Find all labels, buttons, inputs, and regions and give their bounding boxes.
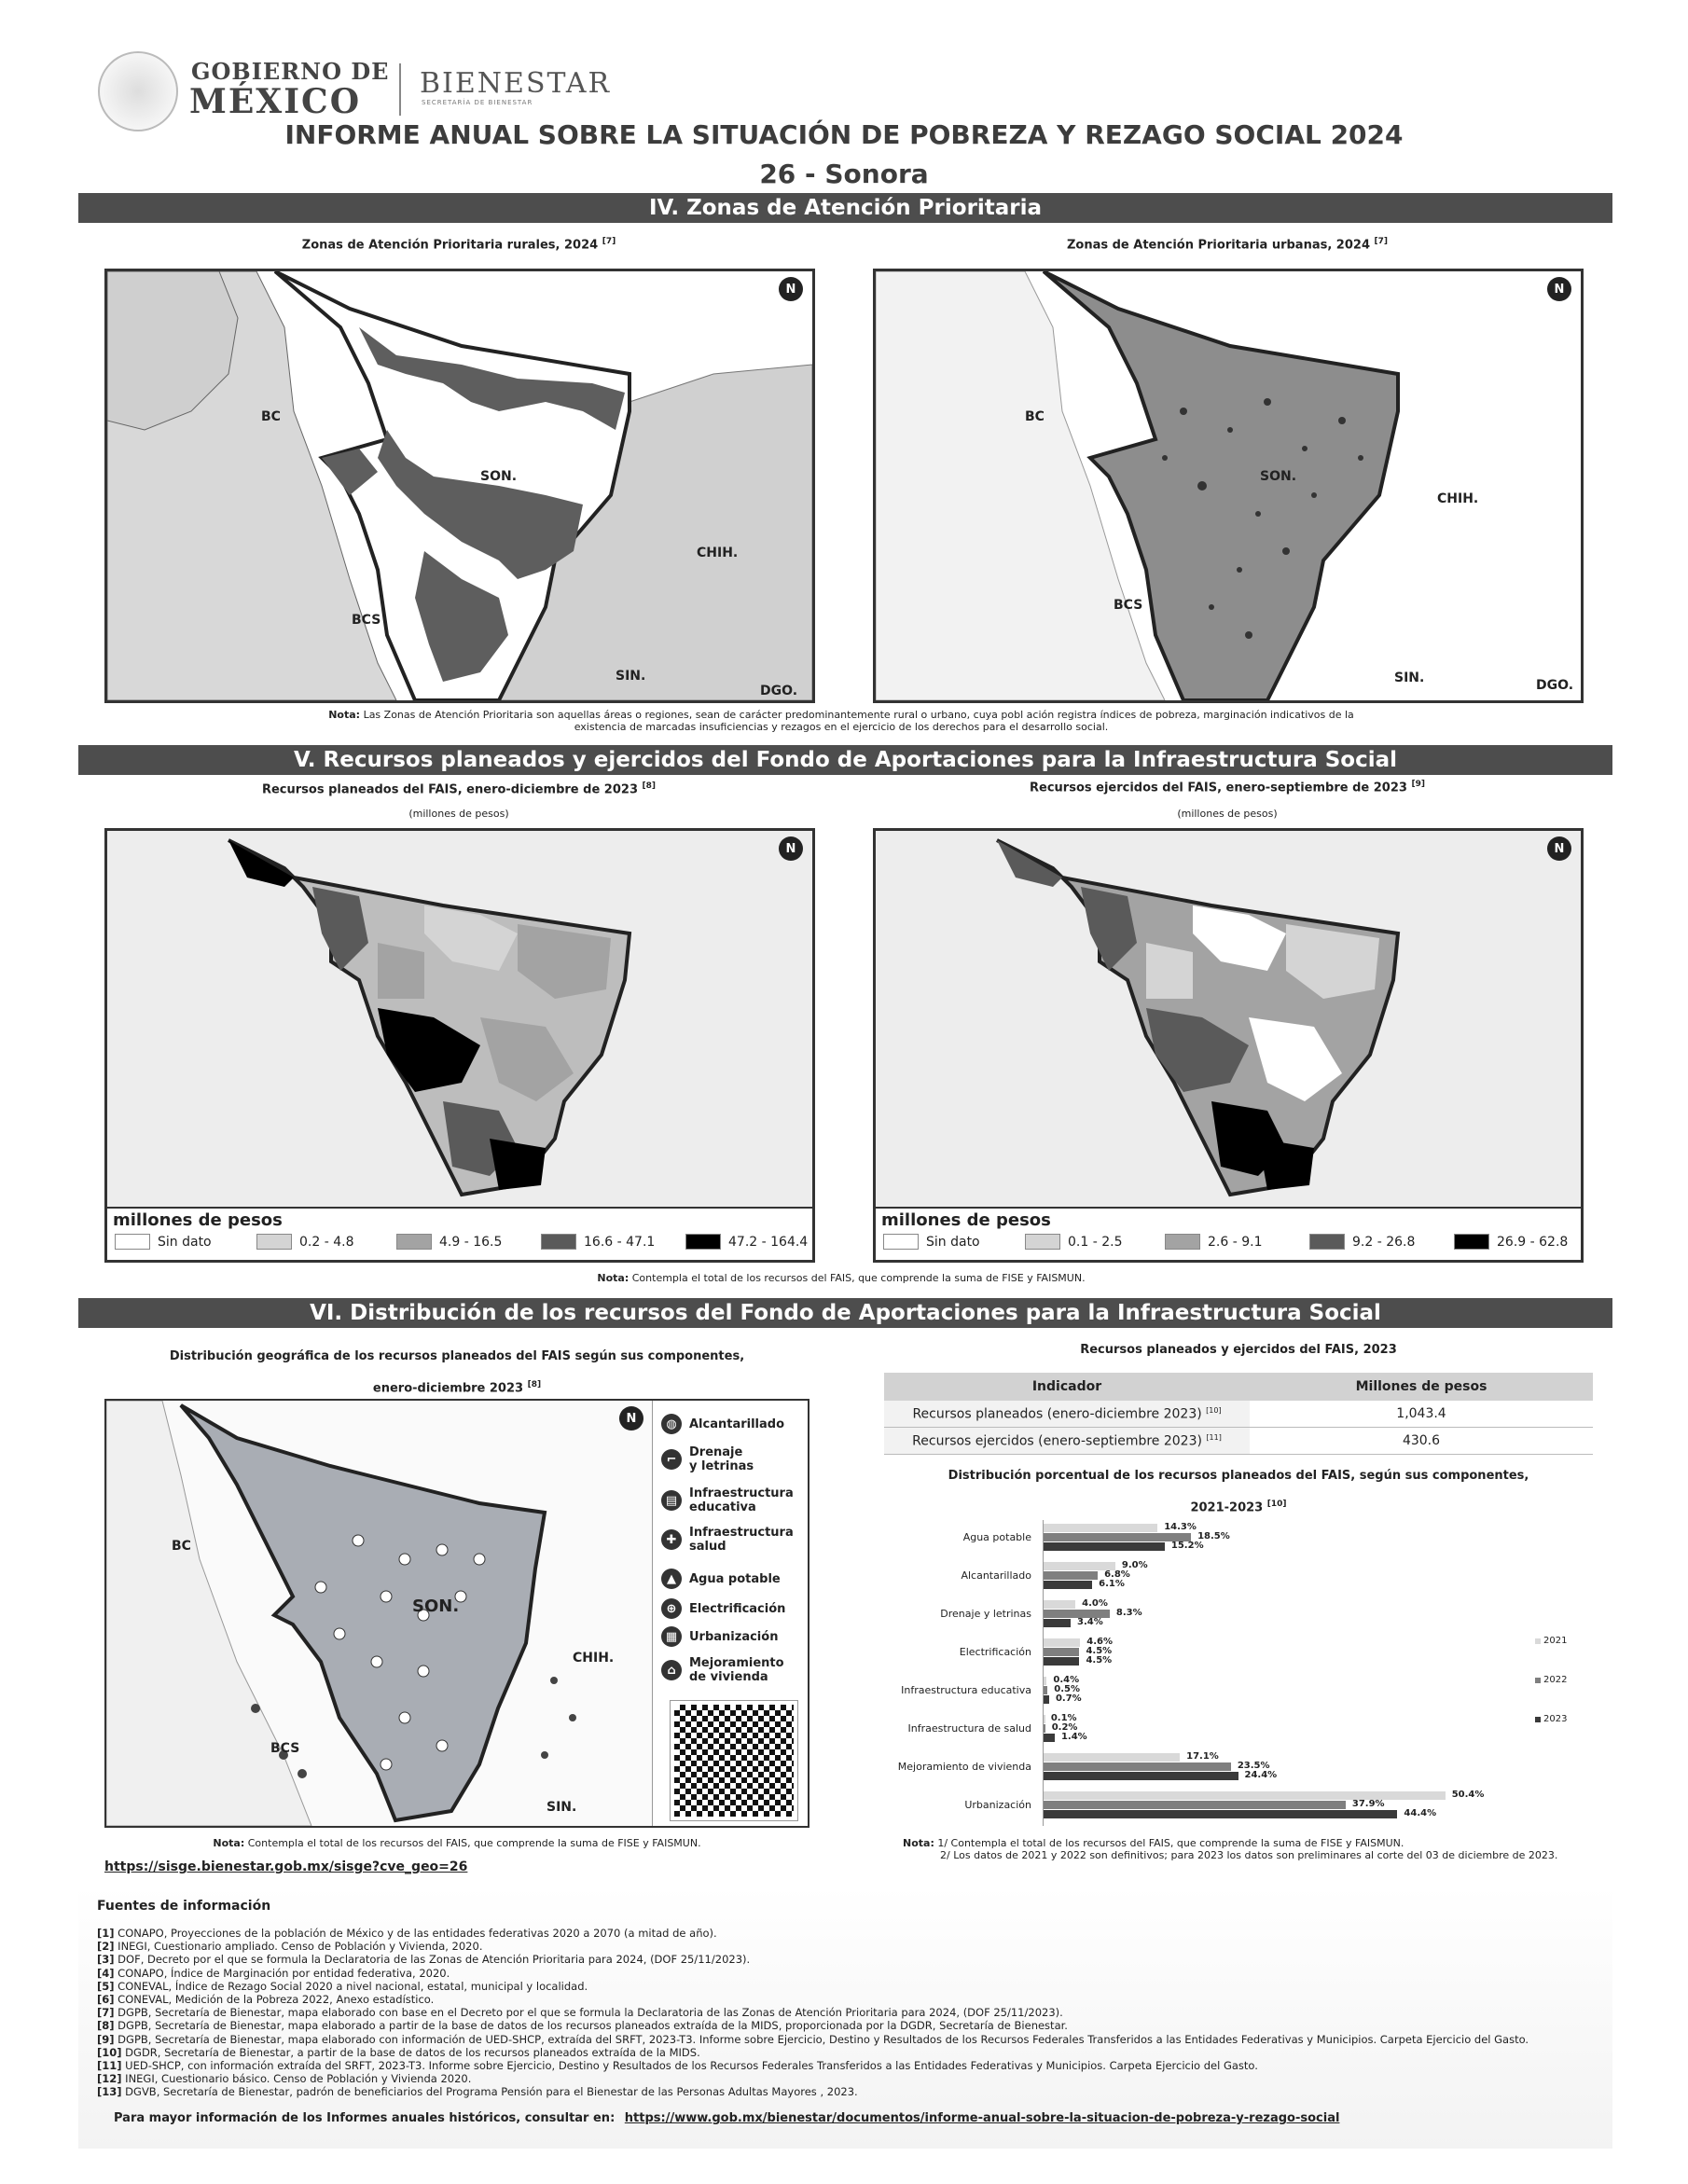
indicador-ref: [11] <box>1206 1432 1222 1442</box>
bar-2023 <box>1044 1542 1165 1551</box>
bar-value-label: 8.3% <box>1115 1608 1142 1618</box>
legend-item <box>685 1234 808 1250</box>
footer-link[interactable]: https://www.gob.mx/bienestar/documentos/informe-anual-sobre-la-situacion-de-pobreza-y-rezago-social <box>624 2111 1340 2125</box>
north-arrow-icon: N <box>779 836 803 861</box>
source-ref: [3] <box>97 1953 115 1967</box>
source-ref: [6] <box>97 1993 115 2006</box>
nota-label: Nota: <box>903 1837 934 1849</box>
chart-title-line2: 2021-2023 <box>1190 1500 1264 1515</box>
source-ref: [7] <box>97 2006 115 2020</box>
report-subtitle: 26 - Sonora <box>759 159 929 189</box>
icon-legend-label: Drenaje y letrinas <box>689 1445 754 1473</box>
bar-2021 <box>1044 1524 1157 1532</box>
nota-line2: existencia de marcadas insuficiencias y rezagos en el ejercicio de los derechos para el desarrollo social. <box>574 721 1109 733</box>
source-ref: [10] <box>97 2045 122 2059</box>
map-planned-unit: (millones de pesos) <box>408 808 509 820</box>
source-ref: [11] <box>97 2059 122 2072</box>
bar-value-label: 0.5% <box>1054 1684 1080 1694</box>
map-exercised-title-text: Recursos ejercidos del FAIS, enero-septiembre de 2023 <box>1030 781 1407 795</box>
bar-2023 <box>1044 1581 1092 1589</box>
bar-2023 <box>1044 1772 1238 1780</box>
table-header-row <box>884 1373 1593 1401</box>
legend-swatch <box>1454 1234 1489 1250</box>
source-item <box>97 1967 450 1980</box>
legend-label: 0.2 - 4.8 <box>299 1234 354 1250</box>
source-ref: [13] <box>97 2085 122 2099</box>
legend-swatch <box>541 1234 576 1250</box>
chart-nota1: 1/ Contempla el total de los recursos del FAIS, que comprende la suma de FISE y FAISMUN. <box>937 1837 1404 1849</box>
legend-swatch <box>115 1234 150 1250</box>
category-label: Agua potable <box>962 1531 1031 1543</box>
map-components-svg <box>106 1401 652 1826</box>
legend-label: 0.1 - 2.5 <box>1068 1234 1123 1250</box>
gob-line2: MÉXICO <box>189 82 362 121</box>
legend-item <box>883 1234 980 1250</box>
bar-value-label: 0.2% <box>1051 1722 1078 1733</box>
icon-legend-label: Infraestructura salud <box>689 1526 794 1554</box>
source-item <box>97 2006 1063 2019</box>
source-text: CONAPO, Índice de Marginación por entidad federativa, 2020. <box>114 1966 450 1980</box>
legend-label: 4.9 - 16.5 <box>439 1234 503 1250</box>
bar-value-label: 9.0% <box>1121 1560 1148 1570</box>
source-text: DOF, Decreto por el que se formula la Declaratoria de las Zonas de Atención Prioritaria para 2024, (DOF 25/11/2023). <box>114 1953 751 1967</box>
map-planned <box>104 828 815 1263</box>
chart-legend-item <box>1535 1714 1567 1724</box>
map-components-title-line1: Distribución geográfica de los recursos planeados del FAIS según sus componentes, <box>169 1349 745 1363</box>
icon-legend-item <box>661 1569 781 1589</box>
bar-value-label: 0.4% <box>1053 1675 1080 1685</box>
category-label: Drenaje y letrinas <box>940 1608 1031 1620</box>
nota-text: Contempla el total de los recursos del FAIS, que comprende la suma de FISE y FAISMUN. <box>247 1837 701 1849</box>
bar-value-label: 14.3% <box>1164 1522 1197 1532</box>
section-v-nota <box>104 1272 1578 1284</box>
bar-2022 <box>1044 1724 1045 1733</box>
source-text: DGPB, Secretaría de Bienestar, mapa elaborado con información de UED-SHCP, extraída del SRFT, 2023-T3. Informe sobre Ejercicio, Destino y Resultados de los Recursos Federales Transferidos a las Entidades Federativas y Municipios. Carpeta Ejercicio del Gasto. <box>114 2032 1529 2046</box>
legend-swatch <box>883 1234 919 1250</box>
icon-legend-item <box>661 1414 784 1434</box>
source-text: INEGI, Cuestionario ampliado. Censo de Población y Vivienda, 2020. <box>114 1940 483 1954</box>
map-exercised-ref: [9] <box>1411 780 1425 789</box>
urban-icon: ▦ <box>661 1626 682 1647</box>
bar-value-label: 37.9% <box>1351 1799 1385 1809</box>
label-sin: SIN. <box>616 669 646 684</box>
icon-legend-item <box>661 1626 778 1647</box>
bar-2022 <box>1044 1533 1191 1541</box>
chart-legend-label: 2022 <box>1543 1675 1568 1685</box>
chart-ref: [10] <box>1266 1500 1287 1509</box>
map-urban-title-text: Zonas de Atención Prioritaria urbanas, 2024 <box>1066 238 1370 253</box>
bar-value-label: 17.1% <box>1186 1751 1219 1762</box>
chart-legend-label: 2021 <box>1543 1636 1568 1646</box>
legend-item <box>256 1234 353 1250</box>
legend-label: 16.6 - 47.1 <box>584 1234 656 1250</box>
legend-item <box>1454 1234 1568 1250</box>
map-exercised-svg <box>876 831 1581 1209</box>
category-label: Alcantarillado <box>961 1569 1031 1582</box>
source-item <box>97 1953 750 1966</box>
label-chih: CHIH. <box>1437 491 1479 506</box>
bar-2022 <box>1044 1686 1047 1694</box>
icon-legend-label: Infraestructura educativa <box>689 1486 794 1514</box>
nota-text: Contempla el total de los recursos del FAIS, que comprende la suma de FISE y FAISMUN. <box>631 1272 1086 1284</box>
label-bcs: BCS <box>352 613 381 628</box>
footer <box>114 2111 1339 2125</box>
source-item <box>97 2072 471 2085</box>
qr-code[interactable] <box>671 1701 797 1820</box>
icon-legend-item <box>661 1526 794 1554</box>
bar-value-label: 3.4% <box>1077 1617 1103 1627</box>
bar-2022 <box>1044 1801 1346 1809</box>
legend-item <box>541 1234 655 1250</box>
source-ref: [5] <box>97 1979 115 1993</box>
legend-title: millones de pesos <box>881 1210 1051 1230</box>
section-iv-nota <box>104 709 1578 733</box>
map-planned-title <box>104 781 813 796</box>
legend-swatch <box>1165 1234 1200 1250</box>
legend-item <box>1025 1234 1122 1250</box>
table-cell-valor: 1,043.4 <box>1250 1401 1593 1428</box>
category-label: Infraestructura de salud <box>907 1722 1031 1735</box>
map-components-title-line2: enero-diciembre 2023 <box>372 1381 524 1396</box>
bar-2023 <box>1044 1695 1049 1704</box>
section-v-band: V. Recursos planeados y ejercidos del Fondo de Aportaciones para la Infraestructura Social <box>78 745 1612 775</box>
bar-2021 <box>1044 1677 1046 1685</box>
map-urban-title <box>873 237 1582 252</box>
bar-value-label: 44.4% <box>1404 1808 1437 1818</box>
icon-legend-item <box>661 1486 794 1514</box>
source-item <box>97 2046 700 2059</box>
source-ref: [4] <box>97 1966 115 1980</box>
label-bc: BC <box>261 409 281 424</box>
map-components <box>104 1399 809 1828</box>
chart-title-line1: Distribución porcentual de los recursos planeados del FAIS, según sus componentes, <box>948 1469 1529 1483</box>
icon-legend-label: Mejoramiento de vivienda <box>689 1656 784 1684</box>
label-bc: BC <box>172 1539 191 1554</box>
bienestar-sub: SECRETARÍA DE BIENESTAR <box>422 99 533 106</box>
north-arrow-icon: N <box>619 1406 643 1431</box>
north-arrow-icon: N <box>779 277 803 301</box>
source-ref: [1] <box>97 1927 115 1940</box>
bar-2021 <box>1044 1638 1080 1647</box>
bar-2022 <box>1044 1762 1231 1771</box>
legend-item <box>396 1234 502 1250</box>
bar-value-label: 1.4% <box>1060 1732 1087 1742</box>
map-components-title <box>104 1343 809 1403</box>
source-ref: [12] <box>97 2072 122 2086</box>
source-ref: [2] <box>97 1940 115 1954</box>
nota-line1: Las Zonas de Atención Prioritaria son aquellas áreas o regiones, sean de carácter predominantemente rural o urbano, cuya pobl ación registra índices de pobreza, marginación indicativos de la <box>363 709 1354 721</box>
footer-text: Para mayor información de los Informes anuales históricos, consultar en: <box>114 2111 616 2125</box>
table-header-valor: Millones de pesos <box>1250 1373 1593 1401</box>
map-exercised-unit: (millones de pesos) <box>1177 808 1278 820</box>
bar-value-label: 23.5% <box>1237 1761 1270 1771</box>
label-bc: BC <box>1025 409 1045 424</box>
chart-legend-swatch <box>1535 1638 1541 1644</box>
chart-legend-item <box>1535 1675 1567 1685</box>
bar-2023 <box>1044 1734 1055 1742</box>
label-dgo: DGO. <box>1536 678 1574 693</box>
legend-swatch <box>396 1234 432 1250</box>
header-divider <box>399 63 401 116</box>
legend-label: Sin dato <box>926 1234 980 1250</box>
bar-2021 <box>1044 1791 1446 1800</box>
bar-2023 <box>1044 1810 1397 1818</box>
map-exercised-legend <box>876 1207 1581 1260</box>
bar-value-label: 0.7% <box>1055 1693 1082 1704</box>
report-title: INFORME ANUAL SOBRE LA SITUACIÓN DE POBREZA Y REZAGO SOCIAL 2024 <box>284 119 1404 150</box>
map-components-nota <box>104 1837 809 1849</box>
sisge-link[interactable]: https://sisge.bienestar.gob.mx/sisge?cve_geo=26 <box>104 1859 468 1874</box>
category-label: Infraestructura educativa <box>901 1684 1031 1696</box>
north-arrow-icon: N <box>1547 277 1571 301</box>
bar-2021 <box>1044 1753 1180 1762</box>
legend-swatch <box>1025 1234 1060 1250</box>
table-row <box>884 1401 1593 1428</box>
table-row <box>884 1428 1593 1455</box>
chart-nota <box>903 1837 1593 1861</box>
indicador-ref: [10] <box>1206 1405 1222 1415</box>
legend-item <box>1165 1234 1262 1250</box>
map-components-ref: [8] <box>527 1380 542 1389</box>
map-urban <box>873 269 1584 703</box>
source-ref: [8] <box>97 2019 115 2033</box>
bar-value-label: 0.1% <box>1050 1713 1077 1723</box>
bar-value-label: 6.1% <box>1099 1579 1125 1589</box>
table-cell-valor: 430.6 <box>1250 1428 1593 1455</box>
map-rural-ref: [7] <box>602 237 616 246</box>
source-item <box>97 2085 858 2098</box>
legend-label: 47.2 - 164.4 <box>728 1234 809 1250</box>
indicators-table <box>884 1373 1593 1455</box>
legend-item <box>1309 1234 1415 1250</box>
category-label: Mejoramiento de vivienda <box>897 1761 1031 1773</box>
nota-label: Nota: <box>597 1272 630 1284</box>
map-rural-title-text: Zonas de Atención Prioritaria rurales, 2024 <box>301 238 599 253</box>
table-cell-indicador <box>884 1428 1250 1455</box>
label-chih: CHIH. <box>573 1651 615 1666</box>
icon-legend-label: Electrificación <box>689 1601 786 1616</box>
legend-swatch <box>1309 1234 1345 1250</box>
bar-2022 <box>1044 1571 1098 1580</box>
map-planned-ref: [8] <box>642 781 657 791</box>
bar-value-label: 4.0% <box>1082 1598 1108 1609</box>
source-text: DGVB, Secretaría de Bienestar, padrón de beneficiarios del Programa Pensión para el Bienestar de las Personas Adultas Mayores , 2023. <box>121 2085 858 2099</box>
label-dgo: DGO. <box>760 684 798 698</box>
legend-swatch <box>685 1234 721 1250</box>
bar-value-label: 18.5% <box>1197 1531 1230 1541</box>
icon-legend-item <box>661 1598 785 1619</box>
bar-value-label: 4.5% <box>1086 1655 1113 1666</box>
legend-title: millones de pesos <box>113 1210 283 1230</box>
icon-legend-label: Urbanización <box>689 1629 779 1644</box>
section-iv-band: IV. Zonas de Atención Prioritaria <box>78 193 1612 223</box>
table-header-indicador: Indicador <box>884 1373 1250 1401</box>
label-sin: SIN. <box>547 1800 577 1815</box>
bar-value-label: 4.6% <box>1086 1637 1114 1647</box>
icon-legend-item <box>661 1445 754 1473</box>
school-icon: ▤ <box>661 1490 682 1511</box>
header <box>0 0 1688 187</box>
drain-icon: ⌐ <box>661 1449 682 1470</box>
source-ref: [9] <box>97 2032 115 2046</box>
nota-label: Nota: <box>328 709 361 721</box>
source-text: DGPB, Secretaría de Bienestar, mapa elaborado a partir de la base de datos de los recursos planeados extraída de la MIDS, proporcionada por la DGDR, Secretaría de Bienestar. <box>114 2019 1068 2033</box>
legend-item <box>115 1234 212 1250</box>
source-text: DGDR, Secretaría de Bienestar, a partir de la base de datos de los recursos planeados extraída de la MIDS. <box>121 2045 700 2059</box>
map-planned-svg <box>107 831 812 1209</box>
source-text: CONEVAL, Medición de la Pobreza 2022, Anexo estadístico. <box>114 1993 435 2006</box>
category-label: Electrificación <box>959 1646 1031 1658</box>
label-son: SON. <box>480 469 518 484</box>
map-urban-svg <box>876 271 1581 700</box>
bar-2023 <box>1044 1657 1079 1666</box>
map-rural <box>104 269 815 703</box>
bar-2022 <box>1044 1648 1079 1656</box>
chart-legend-swatch <box>1535 1678 1541 1683</box>
north-arrow-icon: N <box>1547 836 1571 861</box>
health-icon: ✚ <box>661 1529 682 1550</box>
electric-icon: ⊕ <box>661 1598 682 1619</box>
label-sin: SIN. <box>1394 670 1425 685</box>
bar-chart <box>884 1514 1593 1828</box>
map-urban-ref: [7] <box>1374 237 1389 246</box>
sources-title: Fuentes de información <box>97 1899 271 1914</box>
source-item <box>97 2019 1068 2032</box>
bar-value-label: 24.4% <box>1244 1770 1278 1780</box>
bar-value-label: 15.2% <box>1170 1541 1204 1551</box>
indicador-text: Recursos planeados (enero-diciembre 2023) <box>912 1406 1202 1422</box>
chart-nota2: 2/ Los datos de 2021 y 2022 son definitivos; para 2023 los datos son preliminares al corte del 03 de diciembre de 2023. <box>940 1849 1558 1861</box>
source-item <box>97 2059 1258 2072</box>
legend-swatch <box>256 1234 292 1250</box>
category-label: Urbanización <box>964 1799 1031 1811</box>
water-icon: ▲ <box>661 1569 682 1589</box>
label-son: SON. <box>1260 469 1297 484</box>
chart-title <box>884 1462 1593 1522</box>
label-chih: CHIH. <box>697 546 739 560</box>
bar-2021 <box>1044 1600 1075 1609</box>
source-item <box>97 1927 717 1940</box>
source-item <box>97 2033 1529 2046</box>
legend-label: 2.6 - 9.1 <box>1208 1234 1263 1250</box>
sewer-icon: ◍ <box>661 1414 682 1434</box>
bar-2021 <box>1044 1715 1045 1723</box>
house-icon: ⌂ <box>661 1660 682 1680</box>
source-text: DGPB, Secretaría de Bienestar, mapa elaborado con base en el Decreto por el que se formula la Declaratoria de las Zonas de Atención Prioritaria para 2024, (DOF 25/11/2023). <box>114 2006 1063 2020</box>
map-exercised-title <box>873 780 1582 795</box>
legend-label: 9.2 - 26.8 <box>1352 1234 1416 1250</box>
label-bcs: BCS <box>1114 598 1143 613</box>
source-text: CONEVAL, Índice de Rezago Social 2020 a nivel nacional, estatal, municipal y localidad. <box>114 1979 588 1993</box>
source-item <box>97 1980 588 1993</box>
source-text: UED-SHCP, con información extraída del SRFT, 2023-T3. Informe sobre Ejercicio, Destino y Resultados de los Recursos Federales Transferidos a las Entidades Federativas y Municipios. Carpeta Ejercicio del Gasto. <box>121 2059 1258 2072</box>
bar-value-label: 50.4% <box>1451 1790 1485 1800</box>
chart-legend-swatch <box>1535 1717 1541 1722</box>
nota-label: Nota: <box>213 1837 245 1849</box>
bar-value-label: 4.5% <box>1086 1646 1113 1656</box>
bienestar-logo: BIENESTAR <box>420 67 612 100</box>
bar-2023 <box>1044 1619 1071 1627</box>
icon-legend-label: Agua potable <box>689 1571 781 1586</box>
chart-legend-item <box>1535 1636 1567 1646</box>
icon-legend-label: Alcantarillado <box>689 1417 785 1431</box>
source-text: CONAPO, Proyecciones de la población de México y de las entidades federativas 2020 a 2070 (a mitad de año). <box>114 1927 717 1940</box>
chart-legend-label: 2023 <box>1543 1714 1568 1724</box>
gob-line1: GOBIERNO DE <box>191 58 390 85</box>
icon-legend-item <box>661 1656 784 1684</box>
map-exercised <box>873 828 1584 1263</box>
table-cell-indicador <box>884 1401 1250 1428</box>
map-planned-title-text: Recursos planeados del FAIS, enero-diciembre de 2023 <box>261 782 638 797</box>
legend-label: Sin dato <box>158 1234 212 1250</box>
label-son: SON. <box>412 1597 460 1616</box>
source-text: INEGI, Cuestionario básico. Censo de Población y Vivienda 2020. <box>121 2072 472 2086</box>
map-rural-svg <box>107 271 812 700</box>
label-bcs: BCS <box>270 1741 300 1756</box>
legend-label: 26.9 - 62.8 <box>1497 1234 1569 1250</box>
map-planned-legend <box>107 1207 812 1260</box>
map-rural-title <box>104 237 813 252</box>
source-item <box>97 1993 434 2006</box>
table-title: Recursos planeados y ejercidos del FAIS, 2023 <box>1080 1343 1397 1357</box>
indicador-text: Recursos ejercidos (enero-septiembre 2023) <box>912 1433 1202 1449</box>
source-item <box>97 1940 482 1953</box>
bar-value-label: 6.8% <box>1104 1569 1130 1580</box>
section-vi-band: VI. Distribución de los recursos del Fondo de Aportaciones para la Infraestructura Social <box>78 1298 1612 1328</box>
